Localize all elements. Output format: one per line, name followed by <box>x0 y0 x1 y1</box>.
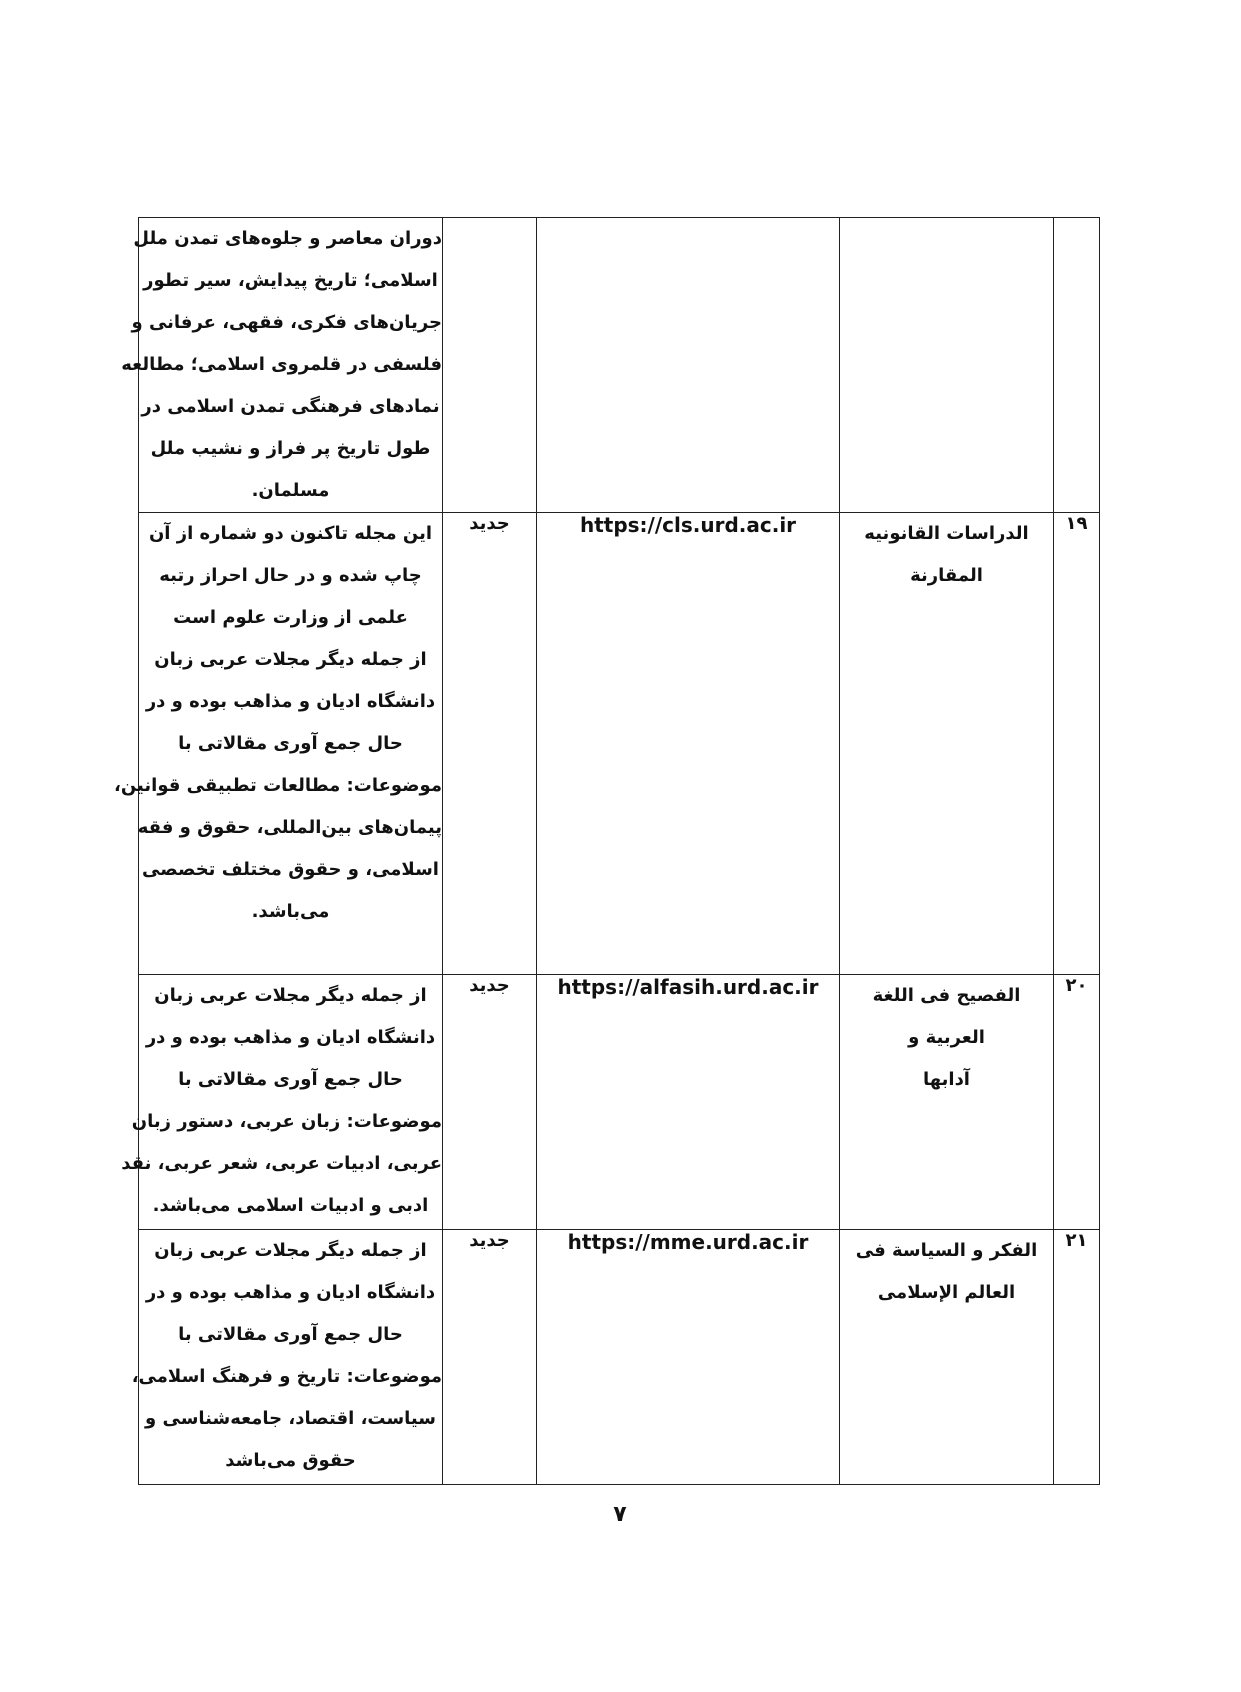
description-line: سیاست، اقتصاد، جامعه‌شناسی و <box>145 1408 436 1429</box>
description-line: دانشگاه ادیان و مذاهب بوده و در <box>145 1027 436 1048</box>
journal-url: https://cls.urd.ac.ir <box>537 513 840 975</box>
description-line: موضوعات: زبان عربی، دستور زبان <box>131 1111 442 1132</box>
page-number: ۷ <box>613 1502 627 1527</box>
journal-description <box>131 1230 443 1485</box>
description-line: این مجله تاکنون دو شماره از آن <box>148 523 433 544</box>
description-line: حال جمع آوری مقالاتی با <box>178 1069 403 1090</box>
title-line: العالم الإسلامی <box>877 1282 1016 1303</box>
row-number: ۲۱ <box>1054 1230 1100 1485</box>
description-line: اسلامی، و حقوق مختلف تخصصی <box>142 859 439 880</box>
journal-status <box>443 218 537 513</box>
description-line: موضوعات: مطالعات تطبیقی قوانین، <box>114 775 442 796</box>
description-line: از جمله دیگر مجلات عربی زبان <box>154 985 427 1006</box>
journal-url: https://alfasih.urd.ac.ir <box>537 975 840 1230</box>
row-number <box>1054 218 1100 513</box>
journal-description <box>121 218 443 513</box>
title-line: الدراسات القانونیه <box>864 523 1029 544</box>
description-line: چاپ شده و در حال احراز رتبه <box>159 565 422 586</box>
description-line: موضوعات: تاریخ و فرهنگ اسلامی، <box>131 1366 442 1387</box>
description-line: پیمان‌های بین‌المللی، حقوق و فقه <box>137 817 442 838</box>
table-row <box>139 975 1100 1230</box>
description-line: اسلامی؛ تاریخ پیدایش، سیر تطور <box>143 270 438 291</box>
description-line: دانشگاه ادیان و مذاهب بوده و در <box>145 1282 436 1303</box>
journal-url: https://mme.urd.ac.ir <box>537 1230 840 1485</box>
description-line: دوران معاصر و جلوه‌های تمدن ملل <box>133 228 442 249</box>
description-line: می‌باشد. <box>251 901 330 922</box>
title-line: المقارنة <box>910 565 983 586</box>
journal-description <box>114 513 443 975</box>
description-line: حال جمع آوری مقالاتی با <box>178 733 403 754</box>
description-line: حال جمع آوری مقالاتی با <box>178 1324 403 1345</box>
title-line: آدابها <box>923 1069 970 1090</box>
journal-status: جدید <box>443 1230 537 1485</box>
row-number: ۱۹ <box>1054 513 1100 975</box>
journal-title <box>840 218 1054 513</box>
journal-url <box>537 218 840 513</box>
journal-title <box>840 975 1054 1230</box>
description-line: فلسفی در قلمروی اسلامی؛ مطالعه <box>121 354 442 375</box>
journal-status: جدید <box>443 975 537 1230</box>
description-line: دانشگاه ادیان و مذاهب بوده و در <box>145 691 436 712</box>
table-row <box>139 1230 1100 1485</box>
journal-title <box>840 1230 1054 1485</box>
description-line: علمی از وزارت علوم است <box>173 607 408 628</box>
description-line: حقوق می‌باشد <box>225 1450 356 1471</box>
description-line: نمادهای فرهنگی تمدن اسلامی در <box>141 396 440 417</box>
description-line: عربی، ادبیات عربی، شعر عربی، نقد <box>121 1153 442 1174</box>
row-number: ۲۰ <box>1054 975 1100 1230</box>
table-row <box>139 513 1100 975</box>
title-line: الفکر و السیاسة فی <box>855 1240 1038 1261</box>
description-line: از جمله دیگر مجلات عربی زبان <box>154 649 427 670</box>
description-line: جریان‌های فکری، فقهی، عرفانی و <box>131 312 442 333</box>
description-line: مسلمان. <box>251 480 330 501</box>
title-line: الفصیح فی اللغة العربیة و <box>872 985 1021 1048</box>
journals-table <box>114 217 1100 1485</box>
table-row <box>139 218 1100 513</box>
journal-description <box>121 975 443 1230</box>
description-line: از جمله دیگر مجلات عربی زبان <box>154 1240 427 1261</box>
description-line: طول تاریخ پر فراز و نشیب ملل <box>150 438 431 459</box>
journal-status: جدید <box>443 513 537 975</box>
journal-title <box>840 513 1054 975</box>
description-line: ادبی و ادبیات اسلامی می‌باشد. <box>152 1195 429 1216</box>
